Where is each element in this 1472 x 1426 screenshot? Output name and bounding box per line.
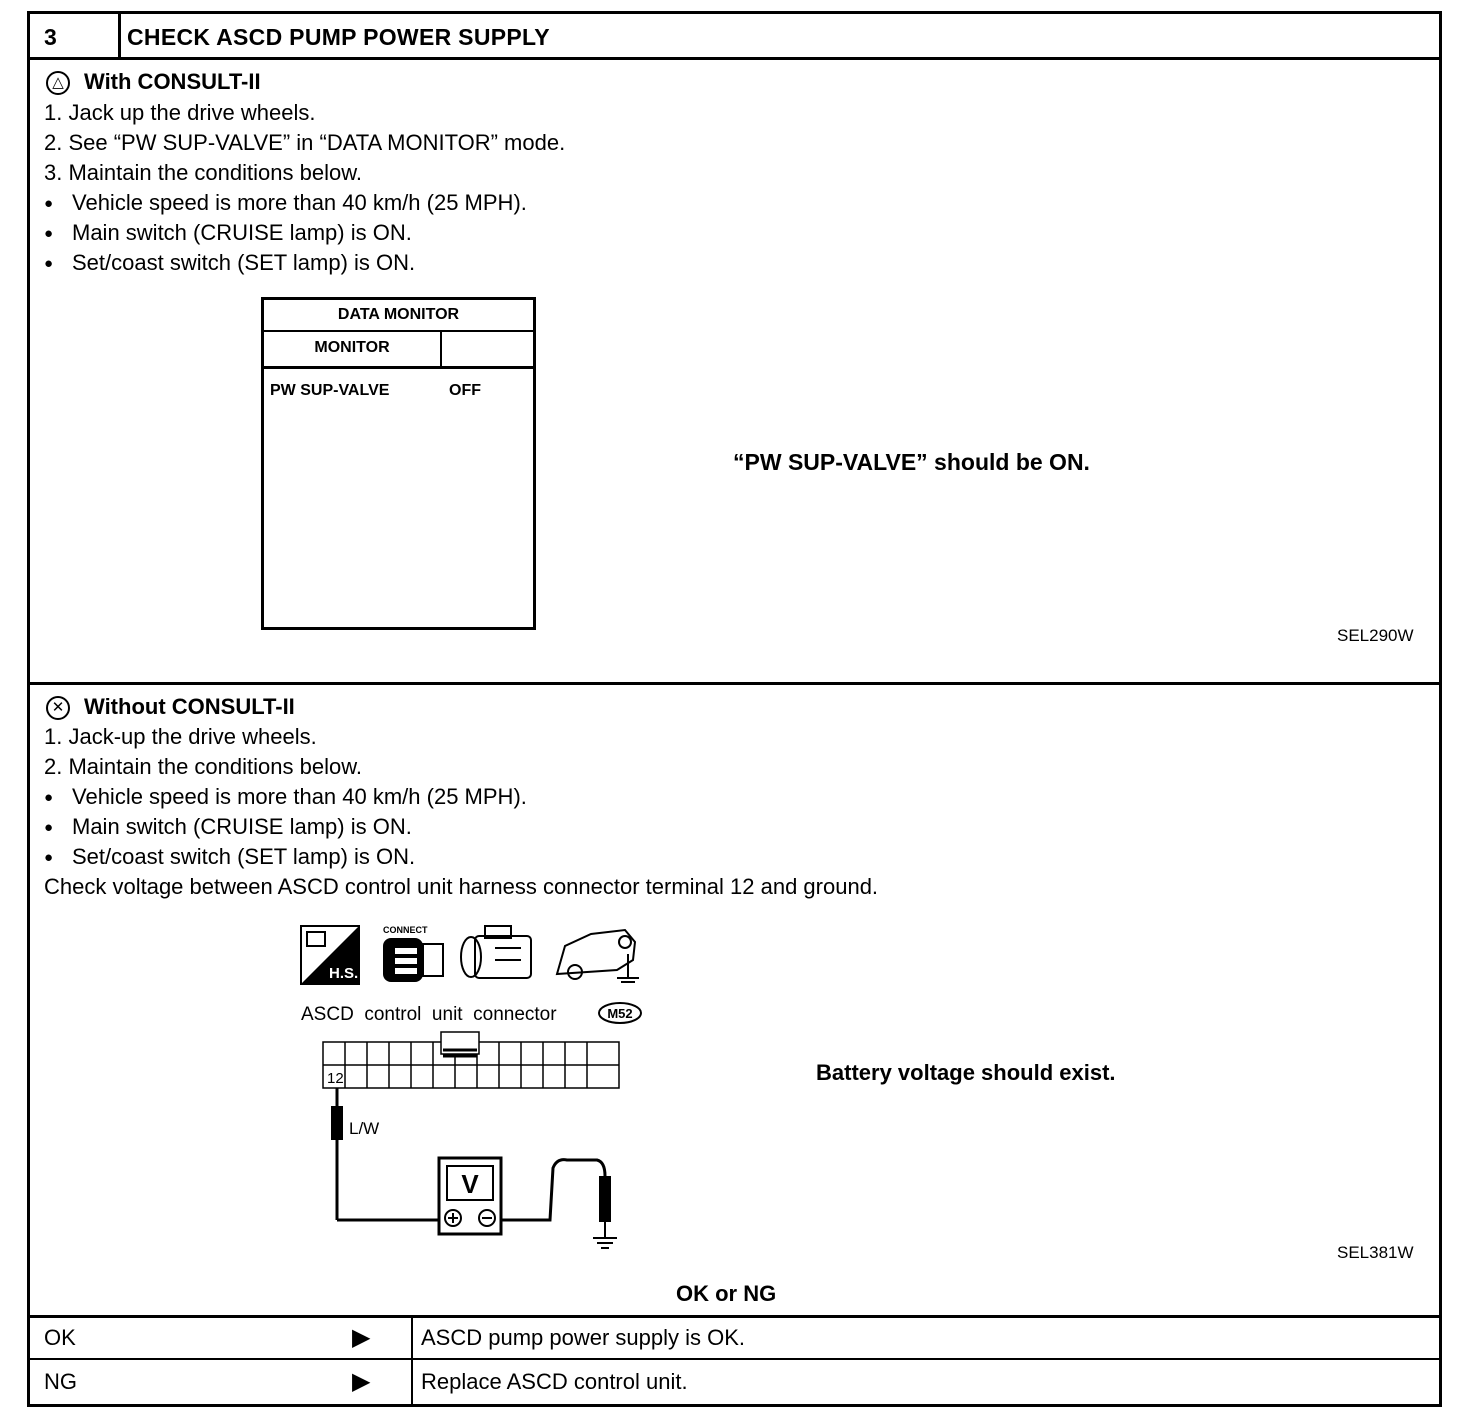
with-expected-result: “PW SUP-VALVE” should be ON. [733,449,1090,475]
ok-or-ng-question: OK or NG [676,1281,777,1306]
data-monitor-screen [261,297,536,630]
without-condition-3: ● Set/coast switch (SET lamp) is ON. [72,844,415,870]
connector-id: M52 [607,1006,633,1021]
result-ok-label: OK [44,1325,76,1350]
voltmeter-icon [439,1158,501,1234]
result-ng-label: NG [44,1369,77,1394]
terminal-number: 12 [327,1070,344,1087]
without-step-1: 1. Jack-up the drive wheels. [44,724,317,749]
header-column-divider [118,11,121,58]
control-unit-icon [461,926,531,978]
probe-negative [599,1176,611,1222]
monitor-item-value: OFF [449,382,481,399]
without-condition-2: ● Main switch (CRUISE lamp) is ON. [72,814,412,840]
result-table-top [27,1315,1442,1318]
arrow-right-icon: ▶ [352,1368,371,1395]
no-tester-icon: ✕ [46,696,70,720]
voltage-check-instruction: Check voltage between ASCD control unit harness connector terminal 12 and ground. [44,874,879,899]
voltage-check-diagram [295,920,655,1260]
figure-code-sel381w: SEL381W [1337,1243,1414,1262]
probe-positive [331,1106,343,1140]
monitor-column-label: MONITOR [314,339,390,356]
with-step-1: 1. Jack up the drive wheels. [44,100,316,125]
connector-id-badge [599,1003,641,1023]
vehicle-ground-icon [557,930,639,982]
result-ng-action: Replace ASCD control unit. [421,1369,688,1394]
ground-icon [593,1222,617,1248]
with-condition-2: ● Main switch (CRUISE lamp) is ON. [72,220,412,246]
with-condition-1: ● Vehicle speed is more than 40 km/h (25 MPH). [72,190,527,216]
with-condition-3: ● Set/coast switch (SET lamp) is ON. [72,250,415,276]
hs-icon-label: H.S. [329,965,359,982]
step-number: 3 [44,24,58,50]
header-divider [27,57,1442,60]
with-step-2: 2. See “PW SUP-VALVE” in “DATA MONITOR” mode. [44,130,566,155]
section-divider [27,682,1442,685]
figure-code-sel290w: SEL290W [1337,626,1414,645]
connect-icon [383,925,443,982]
without-consult-heading: Without CONSULT-II [84,694,295,719]
connector-label: ASCD control unit connector [301,1004,557,1025]
connect-icon-label: CONNECT [383,925,428,935]
with-consult-heading: With CONSULT-II [84,69,261,94]
consult-tester-icon: △ [46,71,70,95]
harness-side-icon [301,926,359,984]
without-step-2: 2. Maintain the conditions below. [44,754,362,779]
wire-color: L/W [349,1119,380,1138]
result-column-divider [411,1316,413,1406]
result-ok-action: ASCD pump power supply is OK. [421,1325,746,1350]
arrow-right-icon: ▶ [352,1324,371,1351]
step-title: CHECK ASCD PUMP POWER SUPPLY [127,24,550,50]
monitor-column-divider [440,330,442,366]
without-condition-1: ● Vehicle speed is more than 40 km/h (25 MPH). [72,784,527,810]
data-monitor-title: DATA MONITOR [264,300,533,332]
meter-label: V [461,1169,479,1199]
data-monitor-header-row [264,330,533,369]
result-row-divider [27,1358,1442,1360]
connector-terminals [323,1032,619,1088]
with-step-3: 3. Maintain the conditions below. [44,160,362,185]
monitor-item-name: PW SUP-VALVE [270,382,390,399]
without-expected-result: Battery voltage should exist. [816,1060,1116,1085]
